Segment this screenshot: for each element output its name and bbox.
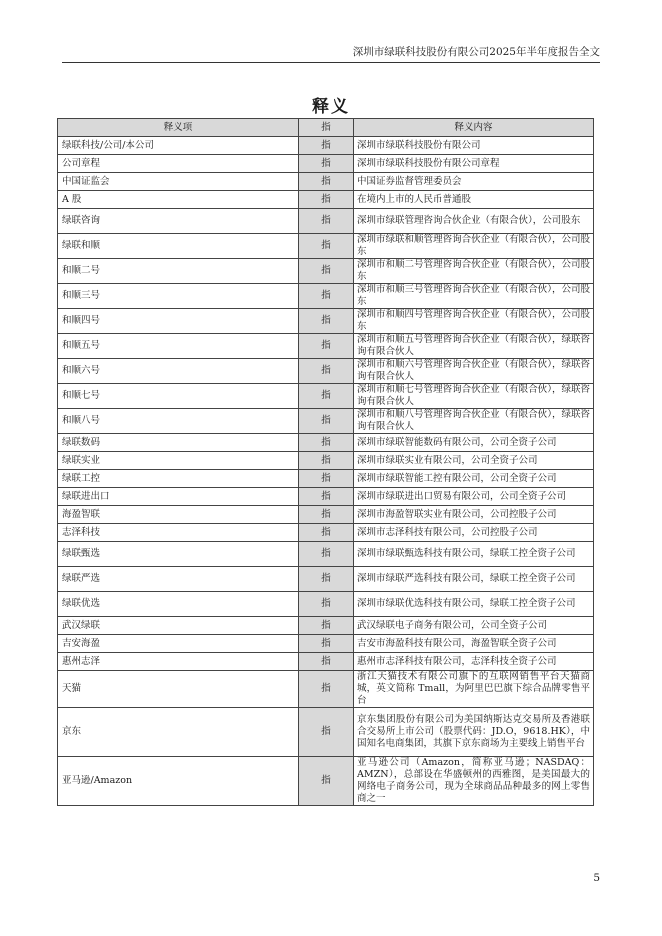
row-term: 中国证监会	[58, 173, 299, 191]
section-title: 释义	[312, 97, 350, 117]
row-sep: 指	[299, 209, 354, 234]
row-term: 吉安海盈	[58, 635, 299, 653]
row-term: 志泽科技	[58, 524, 299, 542]
row-definition: 深圳市绿联科技股份有限公司章程	[354, 155, 594, 173]
row-term: 和顺四号	[58, 309, 299, 334]
column-header-term: 释义项	[58, 119, 299, 137]
table-row	[58, 409, 594, 434]
row-term: 和顺八号	[58, 409, 299, 434]
row-sep: 指	[299, 653, 354, 671]
row-definition: 深圳市绿联实业有限公司，公司全资子公司	[354, 452, 594, 470]
table-row	[58, 191, 594, 209]
row-sep: 指	[299, 488, 354, 506]
row-sep: 指	[299, 234, 354, 259]
row-definition: 中国证券监督管理委员会	[354, 173, 594, 191]
table-row	[58, 506, 594, 524]
row-sep: 指	[299, 173, 354, 191]
row-sep: 指	[299, 155, 354, 173]
row-sep: 指	[299, 506, 354, 524]
table-row	[58, 234, 594, 259]
row-definition: 深圳市和顺三号管理咨询合伙企业（有限合伙），公司股东	[354, 284, 594, 309]
table-row	[58, 155, 594, 173]
row-definition: 惠州市志泽科技有限公司，志泽科技全资子公司	[354, 653, 594, 671]
row-term: 公司章程	[58, 155, 299, 173]
row-definition: 深圳市和顺二号管理咨询合伙企业（有限合伙），公司股东	[354, 259, 594, 284]
row-term: 绿联甄选	[58, 542, 299, 567]
row-term: 亚马逊/Amazon	[58, 757, 299, 806]
table-header-row	[58, 119, 594, 137]
row-term: 天猫	[58, 671, 299, 708]
running-header: 深圳市绿联科技股份有限公司2025年半年度报告全文	[352, 46, 600, 58]
row-definition: 深圳市和顺八号管理咨询合伙企业（有限合伙），绿联咨询有限合伙人	[354, 409, 594, 434]
row-term: 绿联咨询	[58, 209, 299, 234]
row-definition: 深圳市志泽科技有限公司，公司控股子公司	[354, 524, 594, 542]
table-row	[58, 434, 594, 452]
row-term: 武汉绿联	[58, 617, 299, 635]
row-term: A 股	[58, 191, 299, 209]
row-definition: 深圳市绿联和顺管理咨询合伙企业（有限合伙），公司股东	[354, 234, 594, 259]
row-term: 绿联数码	[58, 434, 299, 452]
row-term: 绿联实业	[58, 452, 299, 470]
row-sep: 指	[299, 359, 354, 384]
row-term: 绿联优选	[58, 592, 299, 617]
row-definition: 深圳市和顺五号管理咨询合伙企业（有限合伙），绿联咨询有限合伙人	[354, 334, 594, 359]
table-row	[58, 309, 594, 334]
row-definition: 深圳市绿联严选科技有限公司，绿联工控全资子公司	[354, 567, 594, 592]
row-definition: 武汉绿联电子商务有限公司，公司全资子公司	[354, 617, 594, 635]
row-term: 绿联严选	[58, 567, 299, 592]
row-definition: 深圳市绿联进出口贸易有限公司，公司全资子公司	[354, 488, 594, 506]
row-sep: 指	[299, 137, 354, 155]
row-sep: 指	[299, 334, 354, 359]
row-sep: 指	[299, 384, 354, 409]
row-term: 绿联科技/公司/本公司	[58, 137, 299, 155]
row-definition: 深圳市和顺七号管理咨询合伙企业（有限合伙），绿联咨询有限合伙人	[354, 384, 594, 409]
row-sep: 指	[299, 309, 354, 334]
table-row	[58, 524, 594, 542]
row-term: 绿联工控	[58, 470, 299, 488]
table-row	[58, 137, 594, 155]
column-header-definition: 释义内容	[354, 119, 594, 137]
row-sep: 指	[299, 671, 354, 708]
definitions-table	[57, 118, 594, 806]
column-header-sep: 指	[299, 119, 354, 137]
table-row	[58, 617, 594, 635]
row-definition: 深圳市海盈智联实业有限公司，公司控股子公司	[354, 506, 594, 524]
table-row	[58, 592, 594, 617]
row-sep: 指	[299, 284, 354, 309]
table-row	[58, 173, 594, 191]
table-row	[58, 757, 594, 806]
row-term: 和顺五号	[58, 334, 299, 359]
table-row	[58, 542, 594, 567]
row-sep: 指	[299, 757, 354, 806]
row-term: 海盈智联	[58, 506, 299, 524]
row-sep: 指	[299, 409, 354, 434]
row-sep: 指	[299, 708, 354, 757]
row-definition: 深圳市绿联科技股份有限公司	[354, 137, 594, 155]
table-row	[58, 259, 594, 284]
row-sep: 指	[299, 452, 354, 470]
table-row	[58, 635, 594, 653]
table-row	[58, 209, 594, 234]
row-term: 惠州志泽	[58, 653, 299, 671]
row-definition: 亚马逊公司（Amazon，简称亚马逊；NASDAQ：AMZN），总部设在华盛顿州的西雅图，是美国最大的网络电子商务公司，现为全球商品品种最多的网上零售商之一	[354, 757, 594, 806]
table-row	[58, 488, 594, 506]
table-row	[58, 384, 594, 409]
row-sep: 指	[299, 542, 354, 567]
row-definition: 京东集团股份有限公司为美国纳斯达克交易所及香港联合交易所上市公司（股票代码：JD.O，9618.HK），中国知名电商集团，其旗下京东商场为主要线上销售平台	[354, 708, 594, 757]
table-row	[58, 708, 594, 757]
row-sep: 指	[299, 470, 354, 488]
row-definition: 深圳市绿联管理咨询合伙企业（有限合伙），公司股东	[354, 209, 594, 234]
row-sep: 指	[299, 191, 354, 209]
row-sep: 指	[299, 617, 354, 635]
table-row	[58, 452, 594, 470]
table-row	[58, 359, 594, 384]
table-row	[58, 470, 594, 488]
row-definition: 深圳市绿联智能数码有限公司，公司全资子公司	[354, 434, 594, 452]
table-row	[58, 284, 594, 309]
row-term: 京东	[58, 708, 299, 757]
row-sep: 指	[299, 567, 354, 592]
table-row	[58, 653, 594, 671]
row-sep: 指	[299, 434, 354, 452]
table-row	[58, 671, 594, 708]
row-sep: 指	[299, 592, 354, 617]
table-row	[58, 567, 594, 592]
header-rule	[62, 62, 600, 63]
row-sep: 指	[299, 635, 354, 653]
row-definition: 深圳市绿联优选科技有限公司，绿联工控全资子公司	[354, 592, 594, 617]
row-definition: 浙江天猫技术有限公司旗下的互联网销售平台天猫商城，英文简称 Tmall，为阿里巴巴旗下综合品牌零售平台	[354, 671, 594, 708]
row-term: 和顺六号	[58, 359, 299, 384]
row-definition: 在境内上市的人民币普通股	[354, 191, 594, 209]
row-term: 和顺七号	[58, 384, 299, 409]
row-sep: 指	[299, 524, 354, 542]
row-definition: 深圳市绿联智能工控有限公司，公司全资子公司	[354, 470, 594, 488]
page-number: 5	[593, 872, 600, 884]
row-definition: 吉安市海盈科技有限公司，海盈智联全资子公司	[354, 635, 594, 653]
row-definition: 深圳市和顺六号管理咨询合伙企业（有限合伙），绿联咨询有限合伙人	[354, 359, 594, 384]
row-term: 绿联和顺	[58, 234, 299, 259]
row-term: 和顺二号	[58, 259, 299, 284]
table-row	[58, 334, 594, 359]
row-definition: 深圳市绿联甄选科技有限公司，绿联工控全资子公司	[354, 542, 594, 567]
row-definition: 深圳市和顺四号管理咨询合伙企业（有限合伙），公司股东	[354, 309, 594, 334]
row-term: 和顺三号	[58, 284, 299, 309]
row-term: 绿联进出口	[58, 488, 299, 506]
row-sep: 指	[299, 259, 354, 284]
